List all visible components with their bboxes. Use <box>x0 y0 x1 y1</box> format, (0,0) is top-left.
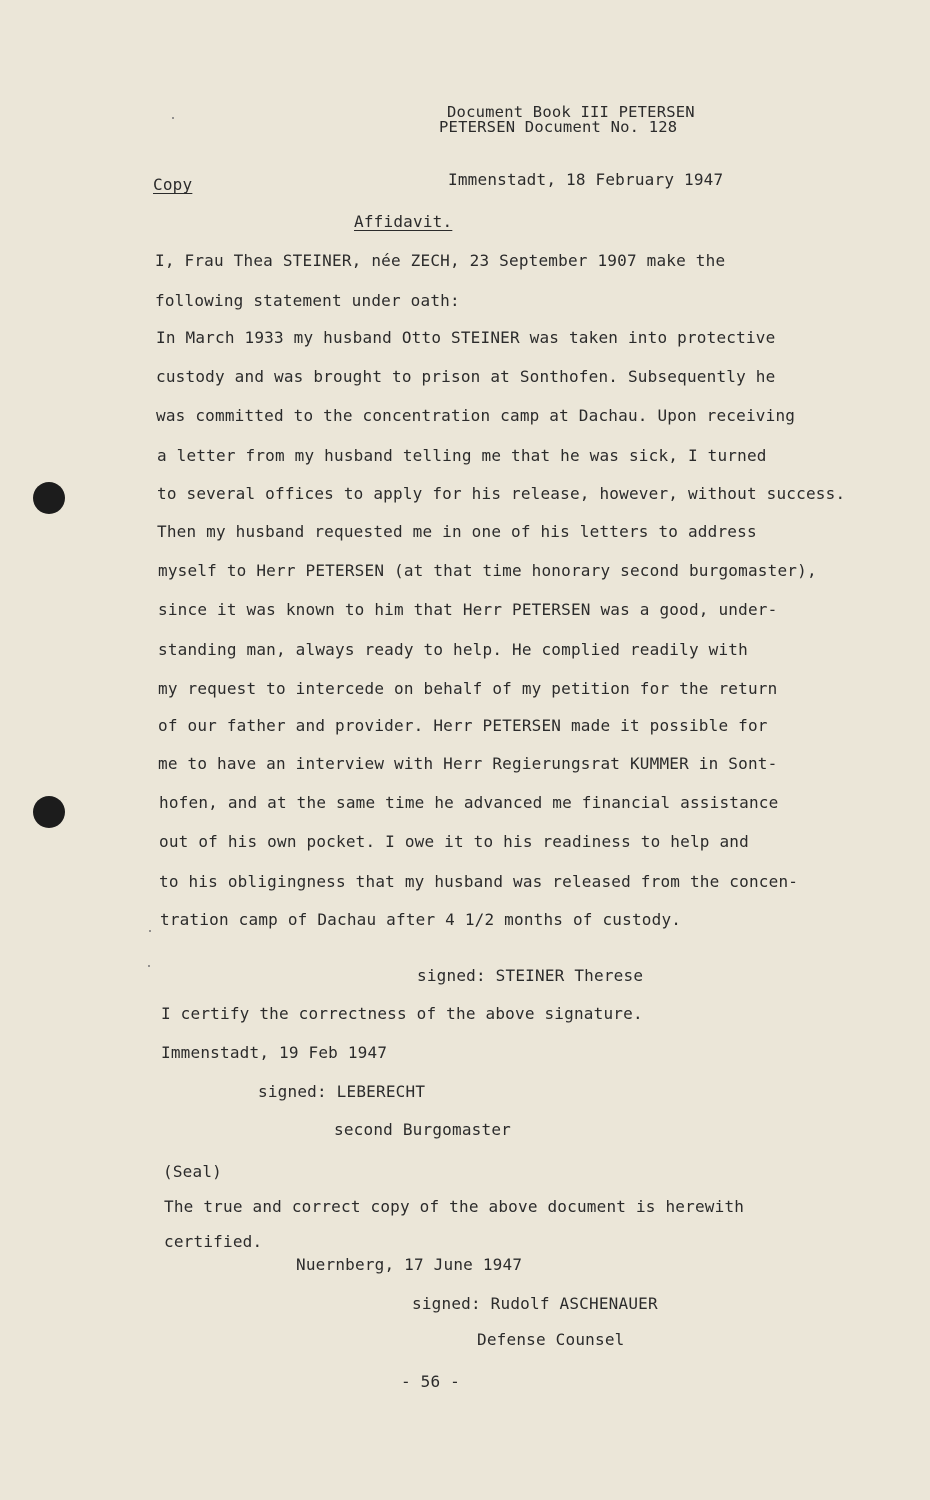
body-line: tration camp of Dachau after 4 1/2 months of custody. <box>160 910 682 929</box>
body-line: to his obligingness that my husband was released from the concen- <box>159 872 799 891</box>
seal-label: (Seal) <box>163 1162 222 1181</box>
certification-statement: I certify the correctness of the above signature. <box>161 1004 643 1023</box>
certification-signature: signed: LEBERECHT <box>258 1082 426 1101</box>
page-number: - 56 - <box>401 1372 460 1391</box>
punch-hole <box>33 796 65 828</box>
true-copy-line: The true and correct copy of the above document is herewith <box>164 1197 745 1216</box>
paper-speck <box>172 117 174 119</box>
body-line: hofen, and at the same time he advanced me financial assistance <box>159 793 779 812</box>
body-line: custody and was brought to prison at Sonthofen. Subsequently he <box>156 367 776 386</box>
body-line: a letter from my husband telling me that he was sick, I turned <box>157 446 767 465</box>
body-line: my request to intercede on behalf of my petition for the return <box>158 679 778 698</box>
body-line: since it was known to him that Herr PETERSEN was a good, under- <box>158 600 778 619</box>
certification-place-date: Immenstadt, 19 Feb 1947 <box>161 1043 388 1062</box>
paper-speck <box>149 930 151 932</box>
punch-hole <box>33 482 65 514</box>
body-line: myself to Herr PETERSEN (at that time honorary second burgomaster), <box>158 561 817 580</box>
body-line: was committed to the concentration camp at Dachau. Upon receiving <box>156 406 796 425</box>
body-line: out of his own pocket. I owe it to his readiness to help and <box>159 832 749 851</box>
document-number-line: PETERSEN Document No. 128 <box>439 118 678 136</box>
paper-speck <box>148 965 150 967</box>
affiant-signature: signed: STEINER Therese <box>417 966 644 985</box>
body-line: Then my husband requested me in one of his letters to address <box>157 522 757 541</box>
counsel-title: Defense Counsel <box>477 1330 625 1349</box>
body-line: standing man, always ready to help. He complied readily with <box>158 640 748 659</box>
nuernberg-place-date: Nuernberg, 17 June 1947 <box>296 1255 523 1274</box>
document-book-line: Document Book III PETERSEN <box>447 103 695 121</box>
counsel-signature: signed: Rudolf ASCHENAUER <box>412 1294 658 1313</box>
body-line: I, Frau Thea STEINER, née ZECH, 23 September 1907 make the <box>155 251 726 270</box>
true-copy-line: certified. <box>164 1232 263 1251</box>
body-line: me to have an interview with Herr Regierungsrat KUMMER in Sont- <box>158 754 778 773</box>
body-line: In March 1933 my husband Otto STEINER was taken into protective <box>156 328 776 347</box>
body-line: to several offices to apply for his release, however, without success. <box>157 484 846 503</box>
copy-label: Copy <box>153 175 193 194</box>
body-line: of our father and provider. Herr PETERSEN made it possible for <box>158 716 768 735</box>
certifier-title: second Burgomaster <box>334 1120 511 1139</box>
document-title: Affidavit. <box>354 212 453 231</box>
body-line: following statement under oath: <box>155 291 460 310</box>
place-date: Immenstadt, 18 February 1947 <box>448 170 724 189</box>
